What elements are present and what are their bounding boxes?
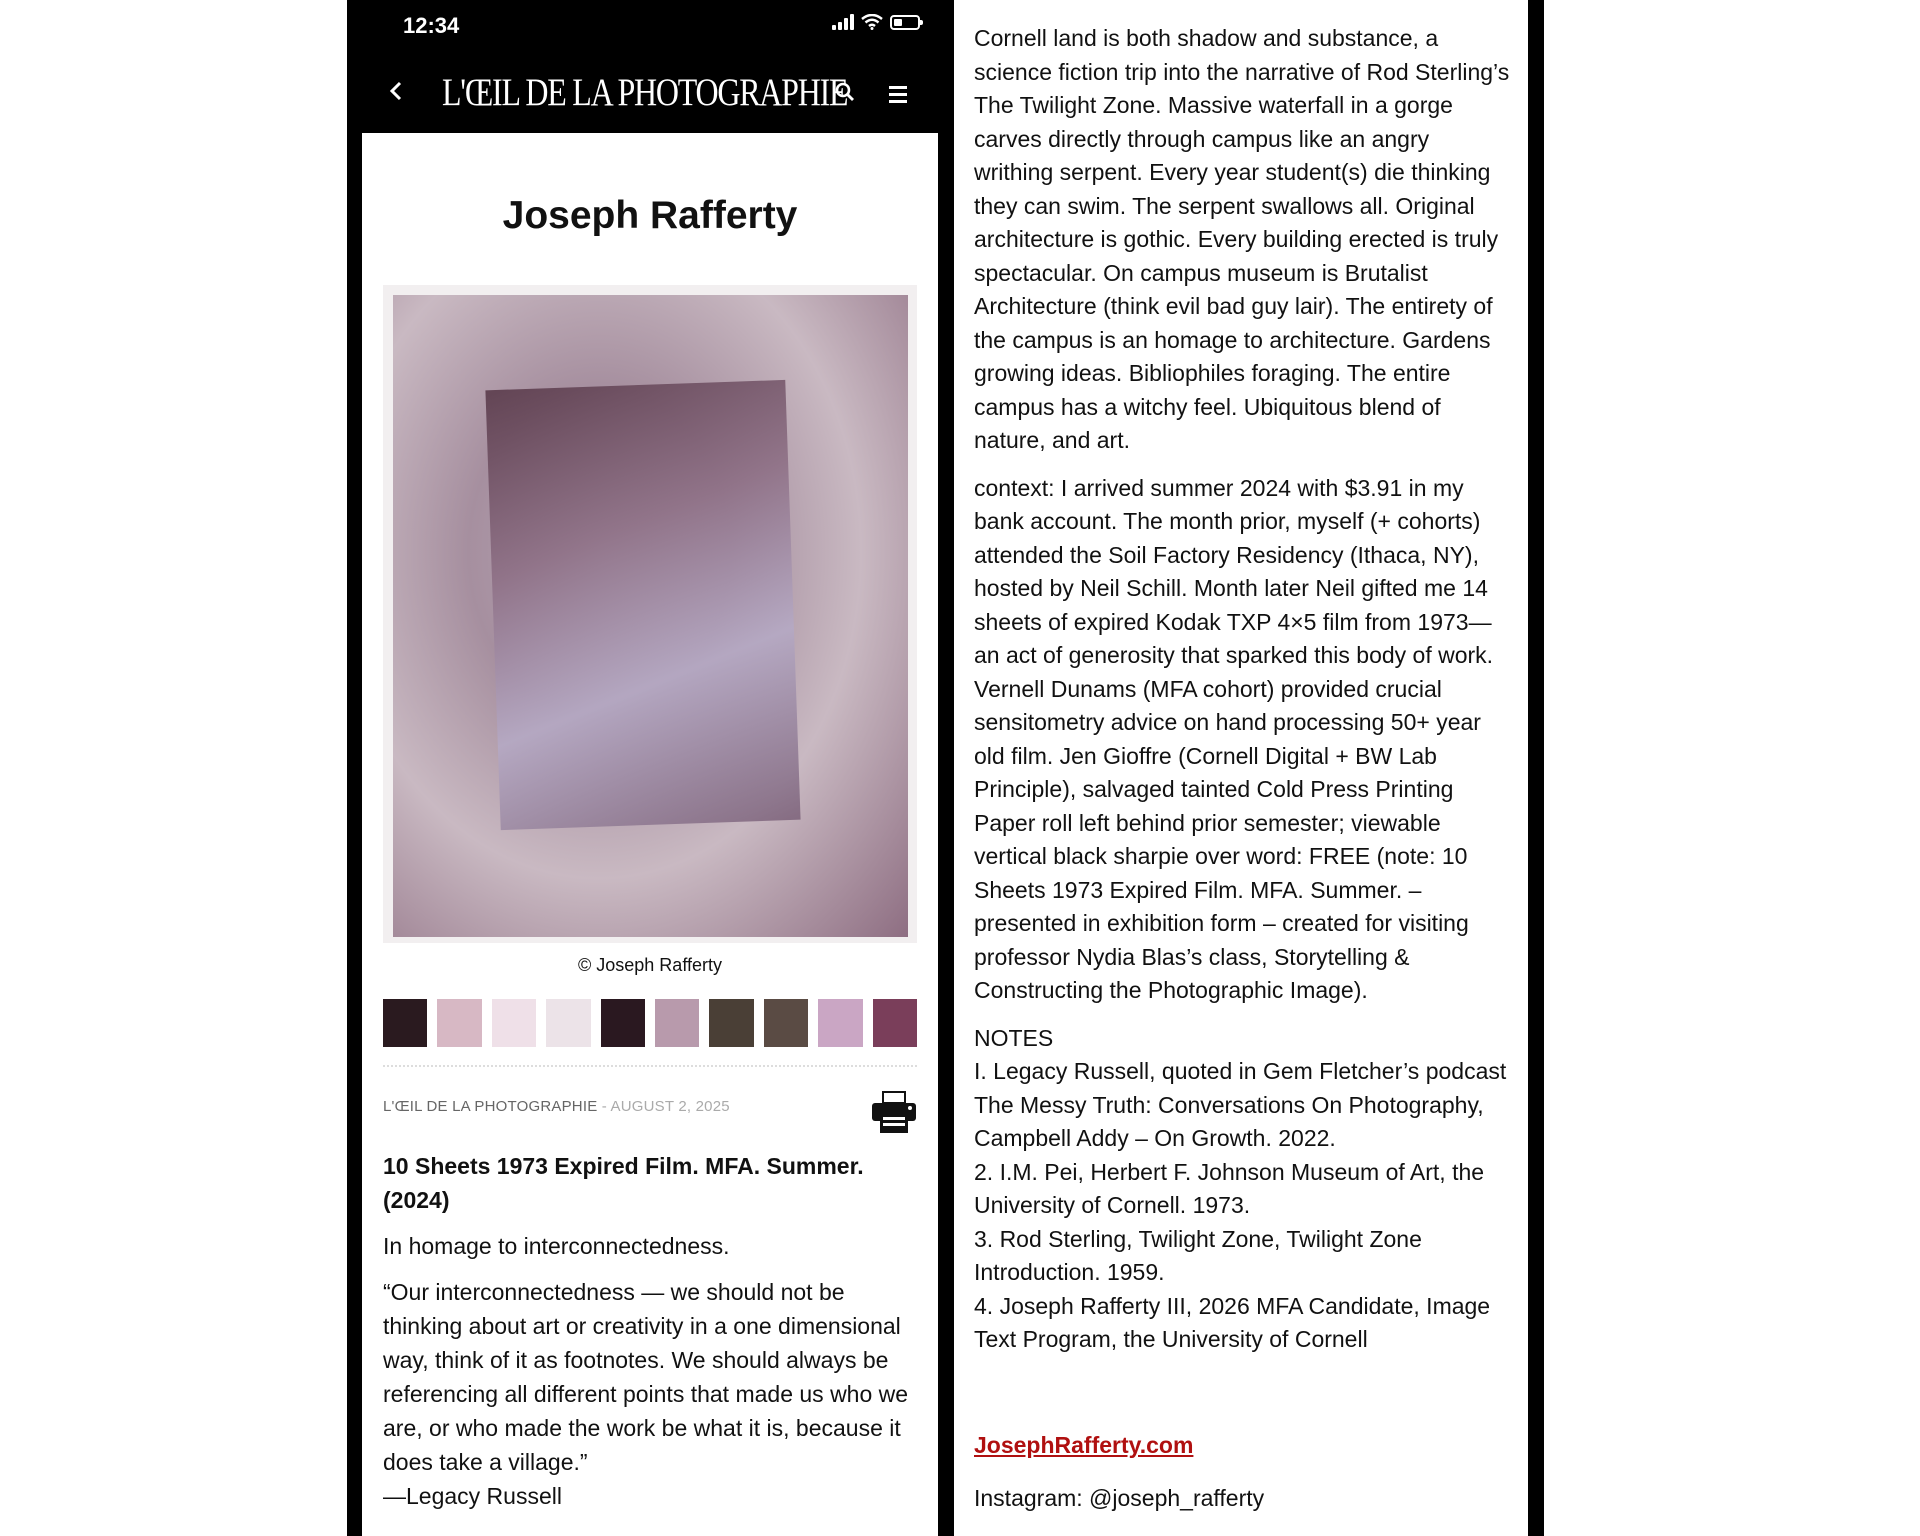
note-item: 3. Rod Sterling, Twilight Zone, Twilight Zone Introduction. 1959. (974, 1225, 1422, 1285)
battery-icon (890, 15, 920, 30)
thumbnail-2[interactable] (437, 999, 481, 1047)
thumbnail-8[interactable] (764, 999, 808, 1047)
search-button[interactable] (835, 82, 855, 107)
signal-icon (832, 14, 854, 30)
divider (383, 1065, 917, 1067)
article-intro: In homage to interconnectedness. (383, 1233, 730, 1259)
paragraph-campus: Cornell land is both shadow and substance, a science fiction trip into the narrative of Rod Sterling’s The Twilight Zone. Massive waterfall in a gorge carves directly through campus like an angry writhing serpent. Every year student(s) die thinking they can swim. The serpent swallows all. Original architecture is gothic. Every building erected is truly spectacular. On campus museum is Brutalist Architecture (think evil bad guy lair). The entirety of the campus is an homage to architecture. Gardens growing ideas. Bibliophiles foraging. The entire campus has a witchy feel. Ubiquitous blend of nature, and art. (974, 25, 1510, 453)
article-continuation (974, 22, 1514, 1516)
instagram-handle: Instagram: @joseph_rafferty (974, 1485, 1265, 1511)
chevron-left-icon (389, 80, 403, 102)
article-body (383, 1149, 923, 1525)
thumbnail-1[interactable] (383, 999, 427, 1047)
note-item: I. Legacy Russell, quoted in Gem Fletcher’s podcast The Messy Truth: Conversations On Photography, Campbell Addy – On Growth. 2022. (974, 1058, 1507, 1151)
site-header (347, 60, 950, 126)
quote-text: “Our interconnectedness — we should not be thinking about art or creativity in a one dimensional way, think of it as footnotes. We should always be referencing all different points that made us who we are, or who made the work be what it is, because it does take a village.” (383, 1279, 909, 1475)
publish-date: AUGUST 2, 2025 (610, 1098, 730, 1115)
photograph-print (393, 295, 908, 937)
meta-separator: - (601, 1098, 607, 1115)
quote-attribution: —Legacy Russell (383, 1483, 562, 1509)
paragraph-context: context: I arrived summer 2024 with $3.91 in my bank account. The month prior, myself (+ cohorts) attended the Soil Factory Residency (Ithaca, NY), hosted by Neil Schill. Month later Neil gifted me 14 sheets of expired Kodak TXP 4×5 film from 1973—an act of generosity that sparked this body of work. Vernell Dunams (MFA cohort) provided crucial sensitometry advice on hand processing 50+ year old film. Jen Gioffre (Cornell Digital + BW Lab Principle), salvaged tainted Cold Press Printing Paper roll left behind prior semester; viewable vertical black sharpie over word: FREE (note: 10 Sheets 1973 Expired Film. MFA. Summer. – presented in exhibition form – created for visiting professor Nydia Blas’s class, Storytelling & Constructing the Photographic Image). (974, 474, 1494, 1003)
article-continuation-panel (954, 0, 1528, 1536)
notes-heading: NOTES (974, 1024, 1054, 1051)
thumbnail-7[interactable] (709, 999, 753, 1047)
thumbnail-4[interactable] (546, 999, 590, 1047)
website-link[interactable]: JosephRafferty.com (974, 1431, 1194, 1458)
thumbnail-strip (383, 999, 917, 1047)
note-item: 4. Joseph Rafferty III, 2026 MFA Candidate, Image Text Program, the University of Cornell (974, 1292, 1491, 1352)
status-bar (347, 0, 950, 54)
photograph-film-sheet (485, 380, 800, 830)
thumbnail-9[interactable] (818, 999, 862, 1047)
printer-icon (871, 1090, 917, 1134)
image-caption: © Joseph Rafferty (578, 955, 722, 975)
note-item: 2. I.M. Pei, Herbert F. Johnson Museum of Art, the University of Cornell. 1973. (974, 1158, 1485, 1218)
search-icon (835, 82, 855, 102)
publication-name: L'ŒIL DE LA PHOTOGRAPHIE (383, 1098, 598, 1115)
article-title: Joseph Rafferty (502, 194, 798, 237)
article-meta (383, 1098, 730, 1115)
wifi-icon (861, 14, 883, 30)
article-panel (362, 133, 938, 1536)
article-quote (383, 1275, 923, 1513)
print-button[interactable] (871, 1090, 917, 1139)
article-headline: 10 Sheets 1973 Expired Film. MFA. Summer. (2024) (383, 1153, 864, 1213)
status-time: 12:34 (403, 13, 460, 38)
hamburger-menu-icon[interactable] (889, 86, 907, 107)
status-icons (832, 14, 920, 30)
thumbnail-3[interactable] (492, 999, 536, 1047)
site-logo[interactable]: L'ŒIL DE LA PHOTOGRAPHIE (442, 71, 848, 114)
thumbnail-10[interactable] (873, 999, 917, 1047)
thumbnail-6[interactable] (655, 999, 699, 1047)
thumbnail-5[interactable] (601, 999, 645, 1047)
notes-list (974, 1055, 1514, 1357)
back-button[interactable] (389, 74, 403, 108)
hero-photograph[interactable] (383, 285, 917, 943)
